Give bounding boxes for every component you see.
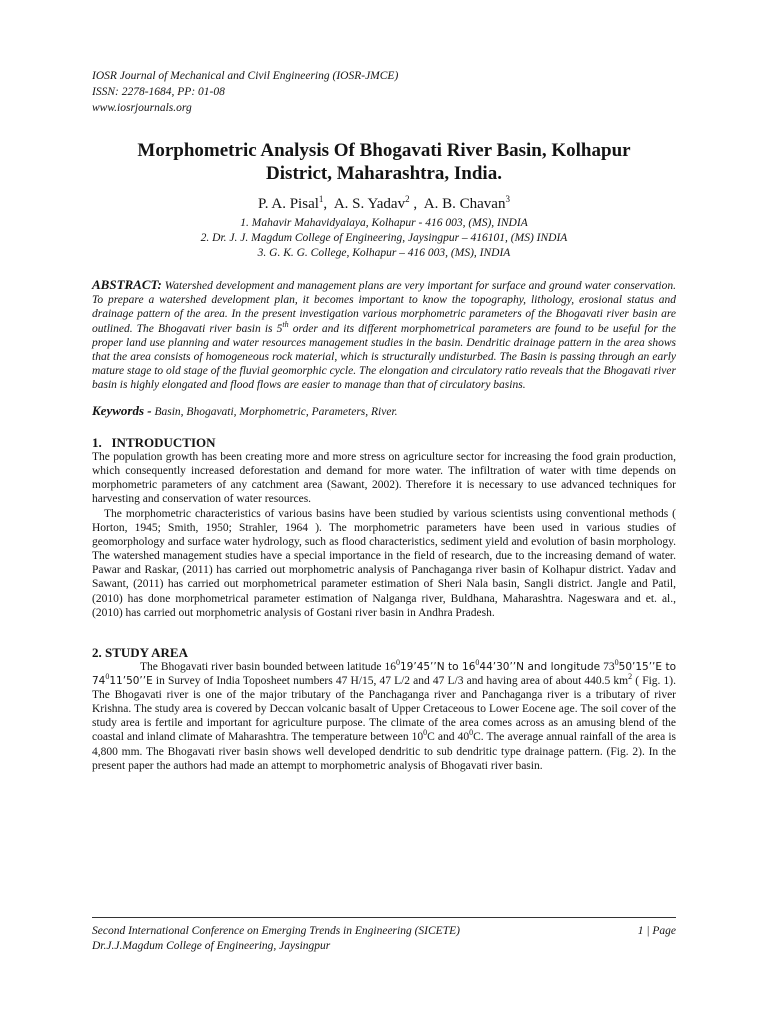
study-text: ( Fig. 1). The Bhogavati river is one of the major tributary of the Panchaganga river and Panchaganga river is a tributary of river Krishna. The study area is covered by Deccan volcanic basalt of Upper Cretaceous to Lower Eocene age. The soil cover of the study area is fertile and important for agriculture purpose. The climate of the area comes across as an amusing blend of the coastal and inland climate of Maharashtra. The temperature between 10 <box>92 675 676 744</box>
study-text: The Bhogavati river basin bounded between latitude 16 <box>140 661 396 673</box>
title-line-2: District, Maharashtra, India. <box>266 163 502 184</box>
study-text: 73 <box>600 661 615 673</box>
order-superscript: th <box>282 319 289 329</box>
introduction-paragraph-2: The morphometric characteristics of various basins have been studied by various scientists using conventional methods ( Horton, 1945; Smith, 1950; Strahler, 1964 ). The morphometric parameters have been used in various studies of geomorphology and surface water hydrology, such as flood characteristics, sediment yield and evolution of basin morphology. The watershed management studies have a special importance in the field of research, due to the increasing demand of water. Pawar and Raskar, (2011) has carried out morphometric analysis of Panchaganga river basin of Kolhapur district. Yadav and Sawant, (2011) has carried out morphometrical parameter estimation of Sheri Nala basin, Sangli district. Jangle and Patil, (2010) has done morphometrical parameter estimation of Nalganga river, Buldhana, Maharashtra. Nageswara and et. al., (2010) has carried out morphometric analysis of Gostani river basin in Andhra Pradesh. <box>92 508 676 619</box>
author-affiliation-mark: 1 <box>318 194 324 204</box>
coordinate-text: 50’15’’E to 74 <box>92 661 677 688</box>
author-separator: , <box>409 196 424 212</box>
author-name: A. B. Chavan <box>423 196 506 212</box>
issn: ISSN: 2278-1684, PP: 01-08 <box>92 86 225 98</box>
author-affiliation-mark: 3 <box>505 194 510 204</box>
study-area-paragraph <box>92 660 676 773</box>
study-text: C. The average annual rainfall of the area is 4,800 mm. The Bhogavati river basin shows well developed dendritic to sub dendritic type drainage pattern. (Fig. 2). In the present paper the authors had made an attempt to morphometric analysis of Bhogavati river basin. <box>92 731 676 772</box>
keywords <box>92 404 676 419</box>
footer-divider <box>92 917 676 918</box>
page-number: 1 | Page <box>637 925 676 937</box>
keywords-label: Keywords - <box>92 403 152 418</box>
area-superscript: 2 <box>628 672 633 682</box>
study-text: C and 40 <box>427 731 470 744</box>
affiliation-2: 2. Dr. J. J. Magdum College of Engineering, Jaysingpur – 416101, (MS) INDIA <box>200 232 568 244</box>
affiliations <box>92 216 676 261</box>
affiliation-1: 1. Mahavir Mahavidyalaya, Kolhapur - 416 003, (MS), INDIA <box>240 217 528 229</box>
abstract-label: ABSTRACT: <box>92 277 162 292</box>
degree-superscript: 0 <box>614 658 619 668</box>
page-footer <box>92 924 676 954</box>
paper-title <box>88 139 680 185</box>
coordinate-text: 11’50’’E <box>109 675 153 688</box>
degree-superscript: 0 <box>475 658 480 668</box>
degree-superscript: 0 <box>423 728 428 738</box>
degree-superscript: 0 <box>105 672 110 682</box>
section-separator: . <box>98 435 112 450</box>
author-name: P. A. Pisal <box>258 196 319 212</box>
study-text: in Survey of India Toposheet numbers 47 H/15, 47 L/2 and 47 L/3 and having area of about 440.5 km <box>152 675 629 688</box>
affiliation-3: 3. G. K. G. College, Kolhapur – 416 003, (MS), INDIA <box>257 247 511 259</box>
author-name: A. S. Yadav <box>333 196 406 212</box>
conference-name: Second International Conference on Emerging Trends in Engineering (SICETE) <box>92 925 460 937</box>
degree-superscript: 0 <box>396 658 400 668</box>
title-line-1: Morphometric Analysis Of Bhogavati River Basin, Kolhapur <box>137 140 631 161</box>
coordinate-text: 19’45’’N to 16 <box>400 661 476 673</box>
section-number: 1 <box>92 435 99 450</box>
journal-header <box>92 68 676 116</box>
author-list <box>92 195 676 213</box>
abstract-text: Watershed development and management plans are very important for surface and ground water conservation. To prepare a watershed development plan, it becomes important to know the topography, lithology, erosional status and drainage pattern of the area. In the present investigation various morphometric parameters of the Bhogavati river basin are outlined. The Bhogavati river basin is 5 <box>92 280 676 335</box>
abstract <box>92 278 676 393</box>
journal-name: IOSR Journal of Mechanical and Civil Engineering (IOSR-JMCE) <box>92 70 399 82</box>
abstract-text-continued: order and its different morphometrical parameters are found to be useful for the proper land use planning and water resources management studies in the basin. Dendritic drainage pattern in the area shows that the area consists of homogeneous rock material, which is structurally undisturbed. The Basin is passing through an early mature stage to old stage of the fluvial geomorphic cycle. The elongation and circulatory ratio reveals that the Bhogavati river basin is highly elongated and flood flows are easier to manage than that of circulatory basins. <box>92 322 676 392</box>
author-separator: , <box>323 196 334 212</box>
college-name: Dr.J.J.Magdum College of Engineering, Jaysingpur <box>92 940 331 952</box>
coordinate-text: 44’30’’N and longitude <box>479 661 601 673</box>
section-heading-study-area: 2. STUDY AREA <box>92 645 188 660</box>
journal-website[interactable]: www.iosrjournals.org <box>92 102 192 114</box>
section-title: INTRODUCTION <box>111 435 216 450</box>
section-heading-introduction <box>92 435 676 451</box>
degree-superscript: 0 <box>469 728 474 738</box>
author-affiliation-mark: 2 <box>405 194 410 204</box>
keywords-text: Basin, Bhogavati, Morphometric, Parameters, River. <box>151 406 398 418</box>
introduction-paragraph-1: The population growth has been creating more and more stress on agriculture sector for increasing the food grain production, which consequently increased deforestation and demand for more water. The infiltration of water with time depends on morphometric parameters of any catchment area (Sawant, 2002). Therefore it is necessary to use advanced techniques for harvesting and conservation of water resources. <box>92 451 676 506</box>
